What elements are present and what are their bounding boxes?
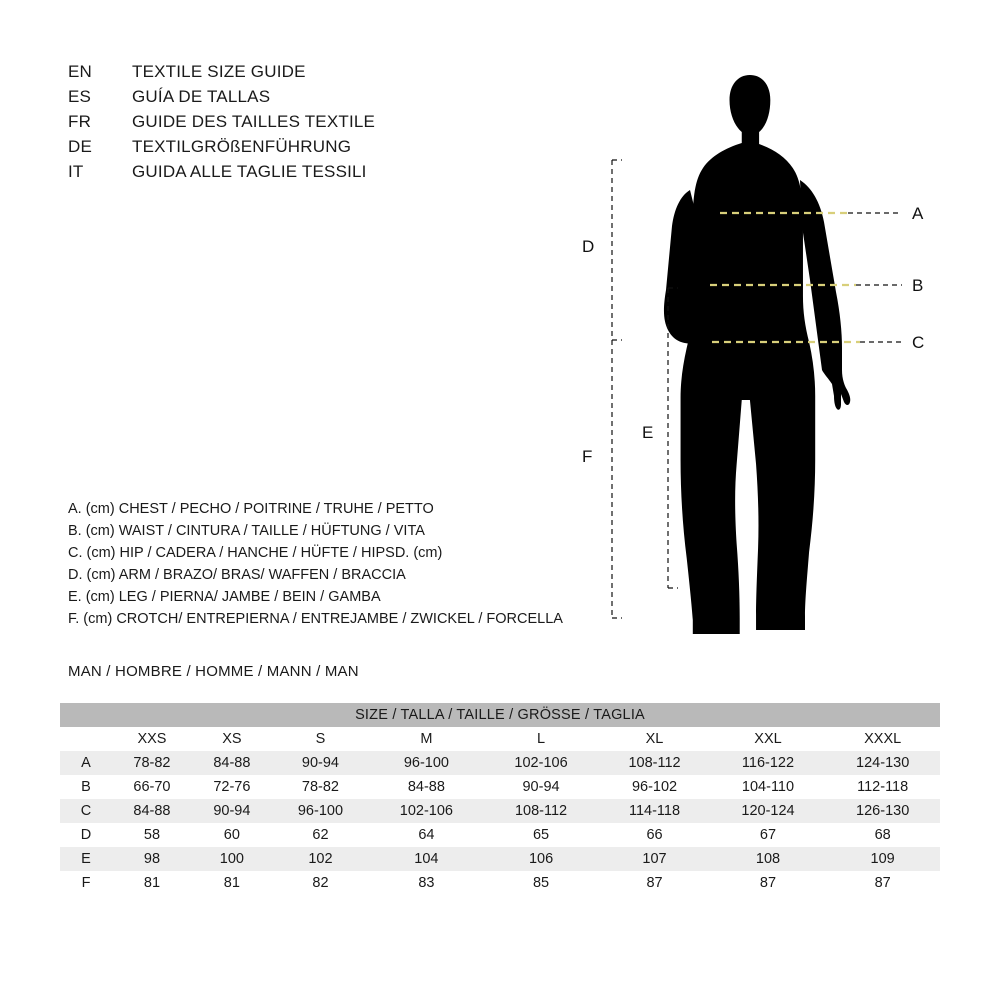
size-table-wrapper <box>60 703 940 895</box>
row-label-d: D <box>60 823 112 847</box>
cell-f-xs: 81 <box>192 871 272 895</box>
marker-label-b: B <box>912 276 924 295</box>
cell-f-xxs: 81 <box>112 871 192 895</box>
row-label-f: F <box>60 871 112 895</box>
cell-a-xs: 84-88 <box>192 751 272 775</box>
title-lang-en: EN <box>68 62 93 81</box>
title-block <box>68 62 548 187</box>
title-lang-it: IT <box>68 162 84 181</box>
cell-c-xxs: 84-88 <box>112 799 192 823</box>
cell-d-m: 64 <box>369 823 484 847</box>
bracket-d <box>612 160 622 340</box>
legend-item-d: D. (cm) ARM / BRAZO/ BRAS/ WAFFEN / BRACCIA <box>68 567 406 583</box>
cell-a-l: 102-106 <box>484 751 599 775</box>
row-label-b: B <box>60 775 112 799</box>
bracket-label-e: E <box>642 423 654 442</box>
col-head-blank <box>60 727 112 751</box>
cell-a-xxxl: 124-130 <box>825 751 940 775</box>
cell-e-xl: 107 <box>598 847 710 871</box>
cell-e-xxxl: 109 <box>825 847 940 871</box>
bracket-label-f: F <box>582 447 593 466</box>
cell-d-xl: 66 <box>598 823 710 847</box>
table-row <box>60 871 940 895</box>
cell-f-m: 83 <box>369 871 484 895</box>
table-header-label: SIZE / TALLA / TAILLE / GRÖSSE / TAGLIA <box>60 703 940 727</box>
cell-b-xxl: 104-110 <box>711 775 826 799</box>
cell-e-m: 104 <box>369 847 484 871</box>
legend-item-e: E. (cm) LEG / PIERNA/ JAMBE / BEIN / GAMBA <box>68 589 381 605</box>
title-text-de: TEXTILGRÖßENFÜHRUNG <box>132 137 352 156</box>
cell-d-xxs: 58 <box>112 823 192 847</box>
table-row <box>60 775 940 799</box>
cell-c-s: 96-100 <box>272 799 369 823</box>
cell-a-m: 96-100 <box>369 751 484 775</box>
title-row <box>68 62 548 87</box>
col-head-xxl: XXL <box>711 727 826 751</box>
table-row <box>60 847 940 871</box>
title-text-en: TEXTILE SIZE GUIDE <box>132 62 306 81</box>
cell-a-s: 90-94 <box>272 751 369 775</box>
cell-e-s: 102 <box>272 847 369 871</box>
cell-f-l: 85 <box>484 871 599 895</box>
bracket-label-d: D <box>582 237 595 256</box>
col-head-s: S <box>272 727 369 751</box>
cell-e-l: 106 <box>484 847 599 871</box>
cell-c-xxl: 120-124 <box>711 799 826 823</box>
cell-c-m: 102-106 <box>369 799 484 823</box>
title-row <box>68 112 548 137</box>
table-column-header-row <box>60 727 940 751</box>
title-text-fr: GUIDE DES TAILLES TEXTILE <box>132 112 376 131</box>
cell-b-l: 90-94 <box>484 775 599 799</box>
cell-b-xxxl: 112-118 <box>825 775 940 799</box>
cell-a-xl: 108-112 <box>598 751 710 775</box>
table-row <box>60 799 940 823</box>
title-lang-fr: FR <box>68 112 92 131</box>
col-head-l: L <box>484 727 599 751</box>
cell-b-s: 78-82 <box>272 775 369 799</box>
cell-d-xs: 60 <box>192 823 272 847</box>
legend-item-f: F. (cm) CROTCH/ ENTREPIERNA / ENTREJAMBE / ZWICKEL / FORCELLA <box>68 611 563 627</box>
row-label-e: E <box>60 847 112 871</box>
cell-b-m: 84-88 <box>369 775 484 799</box>
gender-label: MAN / HOMBRE / HOMME / MANN / MAN <box>68 663 359 680</box>
legend-item-b: B. (cm) WAIST / CINTURA / TAILLE / HÜFTUNG / VITA <box>68 523 425 539</box>
body-measurement-diagram <box>560 40 980 660</box>
row-label-a: A <box>60 751 112 775</box>
col-head-xxxl: XXXL <box>825 727 940 751</box>
title-text-it: GUIDA ALLE TAGLIE TESSILI <box>132 162 367 181</box>
title-row <box>68 162 548 187</box>
cell-e-xs: 100 <box>192 847 272 871</box>
table-header-row <box>60 703 940 727</box>
marker-label-c: C <box>912 333 925 352</box>
title-row <box>68 87 548 112</box>
cell-b-xs: 72-76 <box>192 775 272 799</box>
cell-c-xs: 90-94 <box>192 799 272 823</box>
cell-e-xxl: 108 <box>711 847 826 871</box>
cell-f-s: 82 <box>272 871 369 895</box>
title-lang-de: DE <box>68 137 93 156</box>
male-silhouette <box>664 75 850 634</box>
cell-c-l: 108-112 <box>484 799 599 823</box>
size-table <box>60 703 940 895</box>
marker-label-a: A <box>912 204 924 223</box>
cell-c-xl: 114-118 <box>598 799 710 823</box>
col-head-xs: XS <box>192 727 272 751</box>
table-row <box>60 751 940 775</box>
legend-item-c: C. (cm) HIP / CADERA / HANCHE / HÜFTE / HIPSD. (cm) <box>68 545 443 561</box>
cell-d-xxl: 67 <box>711 823 826 847</box>
title-lang-es: ES <box>68 87 92 106</box>
cell-f-xl: 87 <box>598 871 710 895</box>
row-label-c: C <box>60 799 112 823</box>
cell-d-s: 62 <box>272 823 369 847</box>
cell-e-xxs: 98 <box>112 847 192 871</box>
title-text-es: GUÍA DE TALLAS <box>132 87 271 106</box>
cell-f-xxxl: 87 <box>825 871 940 895</box>
col-head-m: M <box>369 727 484 751</box>
cell-d-l: 65 <box>484 823 599 847</box>
legend-item-a: A. (cm) CHEST / PECHO / POITRINE / TRUHE / PETTO <box>68 501 434 517</box>
table-row <box>60 823 940 847</box>
bracket-f <box>612 340 622 618</box>
cell-b-xl: 96-102 <box>598 775 710 799</box>
cell-f-xxl: 87 <box>711 871 826 895</box>
cell-b-xxs: 66-70 <box>112 775 192 799</box>
col-head-xl: XL <box>598 727 710 751</box>
marker-pointer-lines <box>848 213 902 342</box>
title-row <box>68 137 548 162</box>
cell-a-xxs: 78-82 <box>112 751 192 775</box>
col-head-xxs: XXS <box>112 727 192 751</box>
cell-d-xxxl: 68 <box>825 823 940 847</box>
cell-c-xxxl: 126-130 <box>825 799 940 823</box>
cell-a-xxl: 116-122 <box>711 751 826 775</box>
